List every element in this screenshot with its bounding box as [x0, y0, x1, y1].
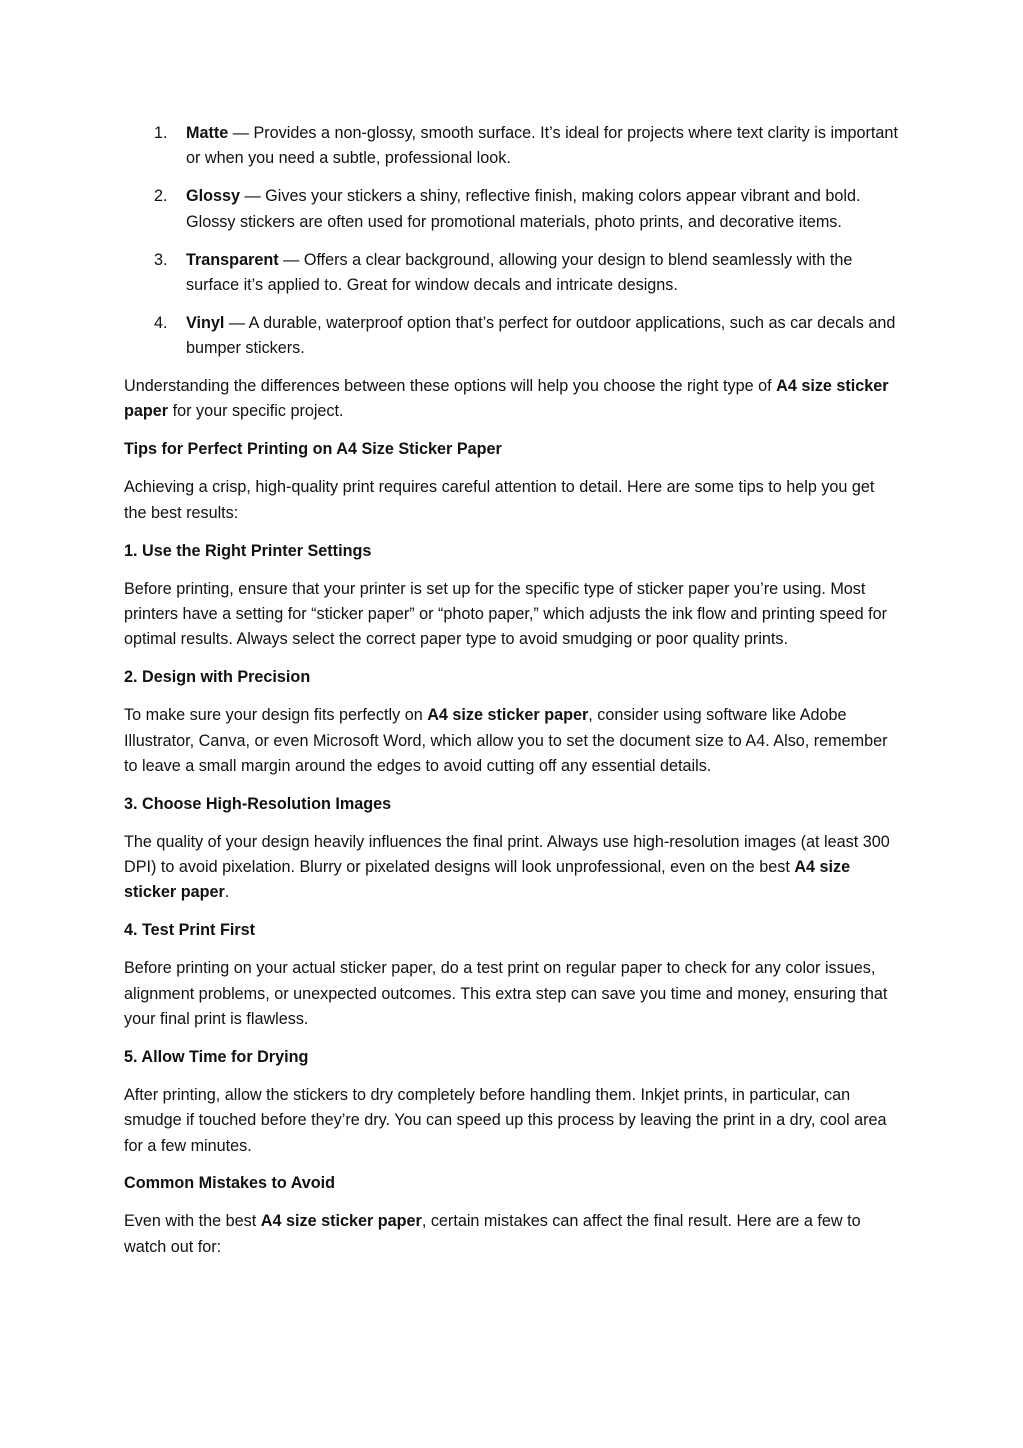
paper-type-description: — A durable, waterproof option that’s perfect for outdoor applications, such as car decals and bumper stickers. — [186, 313, 896, 358]
keyword: A4 size sticker paper — [124, 377, 889, 421]
list-number: 2. — [154, 187, 168, 206]
paper-type-name: Matte — [186, 124, 229, 142]
text-span: The quality of your design heavily influences the final print. Always use high-resolution images (at least 300 DPI) to avoid pixelation. Blurry or pixelated designs will look unprofessional, even on the best — [124, 832, 890, 877]
paper-type-name: Vinyl — [186, 313, 225, 332]
paper-type-name: Glossy — [186, 187, 240, 206]
tip5-text: After printing, allow the stickers to dry completely before handling them. Inkjet prints, in particular, can smudge if touched before they’re dry. You can speed up this process by leaving the print in a dry, cool area for a few minutes. — [124, 1085, 887, 1155]
tip1-text: Before printing, ensure that your printer is set up for the specific type of sticker paper you’re using. Most printers have a setting for “sticker paper” or “photo paper,” which adjusts the ink flow and printing speed for optimal results. Always select the correct paper type to avoid smudging or poor quality prints. — [124, 579, 888, 649]
mistakes-intro — [124, 1209, 900, 1260]
tip2-heading: 2. Design with Precision — [124, 668, 311, 687]
list-item — [124, 248, 900, 299]
text-span: , certain mistakes can affect the final result. Here are a few to watch out for: — [124, 1212, 861, 1256]
paper-type-name: Transparent — [186, 250, 279, 269]
paper-type-description: — Offers a clear background, allowing your design to blend seamlessly with the surface it’s applied to. Great for window decals and intricate designs. — [186, 250, 853, 294]
text-span: . — [224, 883, 230, 902]
tip4-heading: 4. Test Print First — [124, 921, 256, 940]
text-span: Understanding the differences between these options will help you choose the right type of — [124, 377, 777, 396]
tip5-heading: 5. Allow Time for Drying — [124, 1047, 309, 1066]
list-item — [124, 311, 900, 362]
list-item — [124, 121, 900, 172]
tip2-text — [124, 703, 900, 779]
text-span: , consider using software like Adobe Illustrator, Canva, or even Microsoft Word, which allow you to set the document size to A4. Also, remember to leave a small margin around the edges to avoid cutting off any essential details. — [124, 706, 888, 775]
keyword: A4 size sticker paper — [260, 1212, 422, 1231]
document-page — [124, 121, 900, 1273]
tip4-text: Before printing on your actual sticker paper, do a test print on regular paper to check for any color issues, alignment problems, or unexpected outcomes. This extra step can save you time and money, ensuring that your final print is flawless. — [124, 959, 888, 1028]
tip3-text — [124, 830, 900, 906]
mistakes-heading: Common Mistakes to Avoid — [124, 1174, 336, 1193]
list-number: 1. — [154, 124, 168, 142]
list-number: 4. — [154, 313, 168, 332]
tip1-heading: 1. Use the Right Printer Settings — [124, 541, 372, 560]
tips-intro: Achieving a crisp, high-quality print requires careful attention to detail. Here are some tips to help you get the best results: — [124, 478, 875, 522]
text-span: To make sure your design fits perfectly on — [124, 706, 428, 725]
tip3-heading: 3. Choose High-Resolution Images — [124, 794, 392, 813]
keyword: A4 size sticker paper — [427, 706, 589, 725]
list-item — [124, 184, 900, 235]
text-span: for your specific project. — [168, 402, 344, 421]
paper-types-list — [124, 121, 900, 361]
text-span: Even with the best — [124, 1212, 261, 1231]
understanding-paragraph — [124, 374, 900, 425]
list-number: 3. — [154, 250, 168, 269]
paper-type-description: — Gives your stickers a shiny, reflective finish, making colors appear vibrant and bold. Glossy stickers are often used for promotional materials, photo prints, and decorative items. — [186, 187, 861, 231]
paper-type-description: — Provides a non-glossy, smooth surface. It’s ideal for projects where text clarity is important or when you need a subtle, professional look. — [186, 124, 898, 168]
tips-heading: Tips for Perfect Printing on A4 Size Sticker Paper — [124, 440, 502, 459]
keyword: A4 size sticker paper — [124, 858, 851, 902]
